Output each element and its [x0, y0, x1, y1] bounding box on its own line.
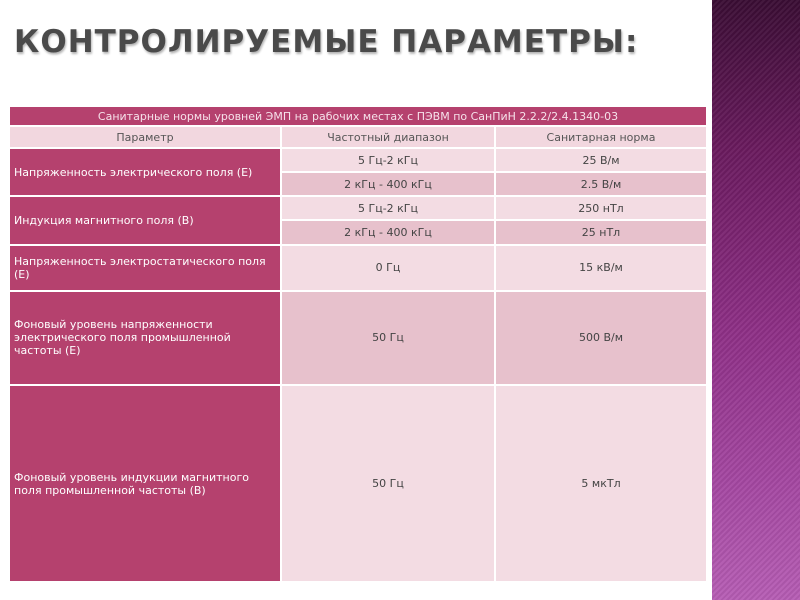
- parameter-cell: Индукция магнитного поля (В): [10, 197, 280, 243]
- frequency-range-cell: 0 Гц: [282, 246, 494, 290]
- sanitary-norm-cell: 5 мкТл: [496, 386, 706, 581]
- parameter-cell: Фоновый уровень напряженности электрического поля промышленной частоты (Е): [10, 292, 280, 384]
- slide-title: КОНТРОЛИРУЕМЫЕ ПАРАМЕТРЫ:: [14, 24, 639, 60]
- sanitary-norm-cell: 25 В/м: [496, 149, 706, 171]
- frequency-range-cell: 50 Гц: [282, 386, 494, 581]
- frequency-range-cell: 5 Гц-2 кГц: [282, 149, 494, 171]
- header-sanitary-norm: Санитарная норма: [496, 127, 706, 147]
- table-row: [10, 246, 706, 290]
- decorative-side-band: [712, 0, 800, 600]
- frequency-range-cell: 2 кГц - 400 кГц: [282, 173, 494, 195]
- sanitary-norm-cell: 25 нТл: [496, 221, 706, 243]
- sanitary-norm-cell: 2.5 В/м: [496, 173, 706, 195]
- table-caption-row: [10, 107, 706, 125]
- parameter-cell: Фоновый уровень индукции магнитного поля промышленной частоты (В): [10, 386, 280, 581]
- frequency-range-cell: 2 кГц - 400 кГц: [282, 221, 494, 243]
- sanitary-norm-cell: 15 кВ/м: [496, 246, 706, 290]
- header-parameter: Параметр: [10, 127, 280, 147]
- table-row: [10, 149, 706, 171]
- sanitary-norm-cell: 250 нТл: [496, 197, 706, 219]
- frequency-range-cell: 50 Гц: [282, 292, 494, 384]
- table-caption: Санитарные нормы уровней ЭМП на рабочих местах с ПЭВМ по СанПиН 2.2.2/2.4.1340-03: [10, 107, 706, 125]
- parameter-cell: Напряженность электрического поля (Е): [10, 149, 280, 195]
- table-row: [10, 292, 706, 384]
- parameter-cell: Напряженность электростатического поля (Е): [10, 246, 280, 290]
- table-header-row: [10, 127, 706, 147]
- sanitary-norm-cell: 500 В/м: [496, 292, 706, 384]
- header-frequency-range: Частотный диапазон: [282, 127, 494, 147]
- table-row: [10, 197, 706, 219]
- table-row: [10, 386, 706, 581]
- emf-norms-table: [8, 105, 708, 583]
- frequency-range-cell: 5 Гц-2 кГц: [282, 197, 494, 219]
